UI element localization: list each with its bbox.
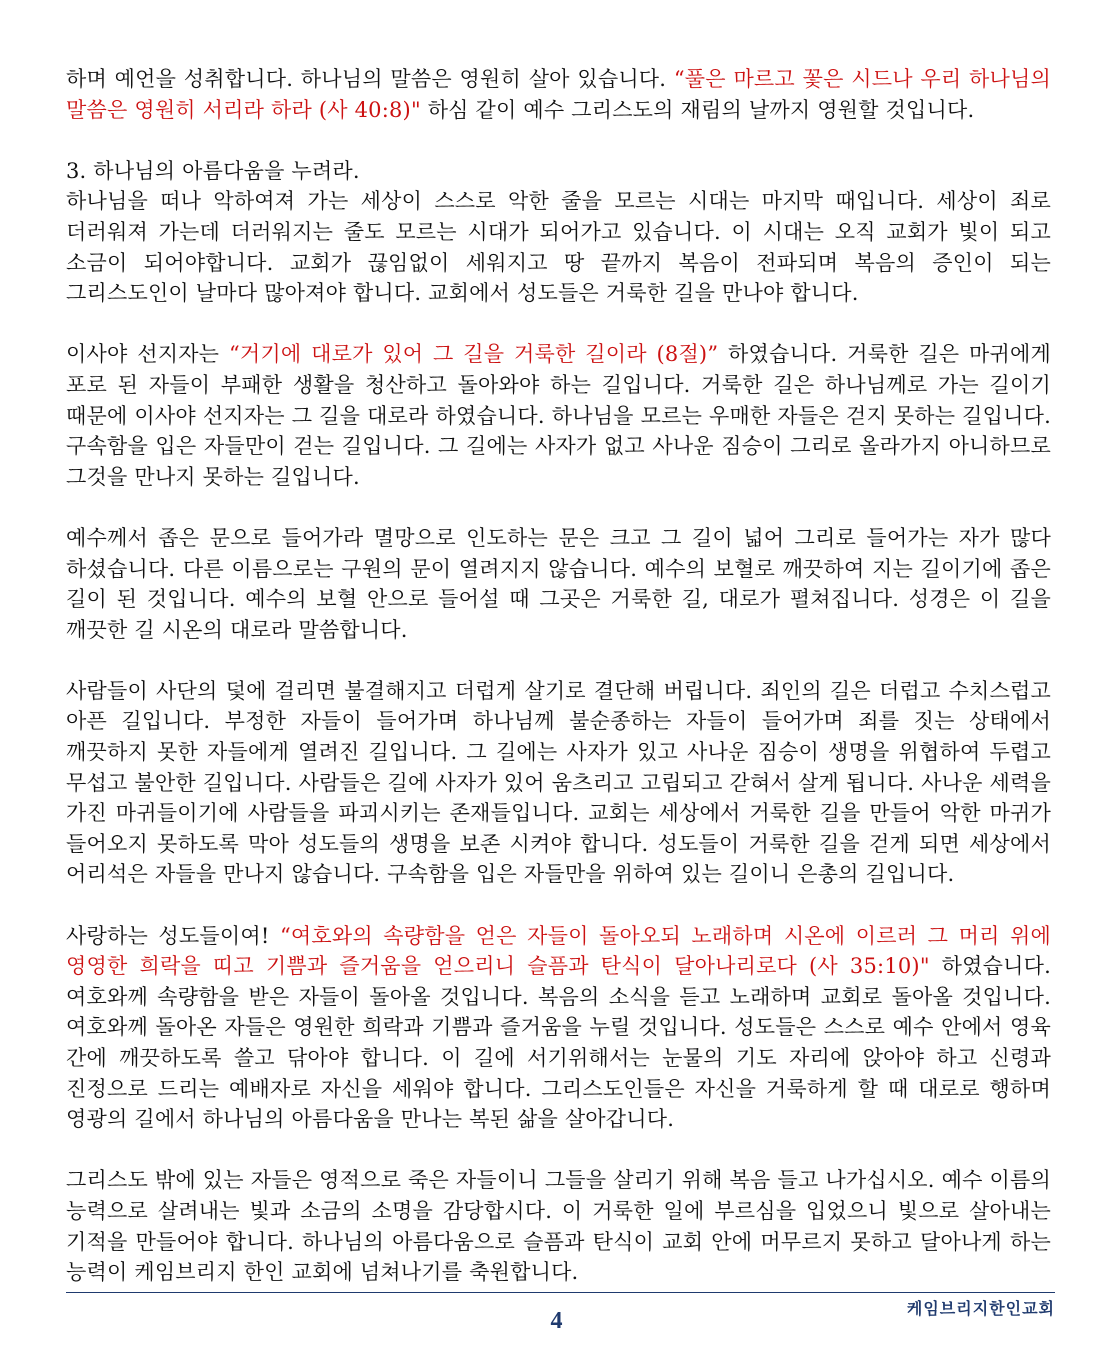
paragraph-text: 하나님을 떠나 악하여져 가는 세상이 스스로 악한 줄을 모르는 시대는 마지막 때입니다. 세상이 죄로 더러워져 가는데 더러워지는 줄도 모르는 시대가 되어가고 있습니다. 이 시대는 오직 교회가 빛이 되고 소금이 되어야합니다. 교회가 끊임없이 세워지고 땅 끝까지 복음이 전파되며 복음의 증인이 되는 그리스도인이 날마다 많아져야 합니다. 교회에서 성도들은 거룩한 길을 만나야 합니다. xyxy=(66,189,1051,306)
paragraph-text: 그리스도 밖에 있는 자들은 영적으로 죽은 자들이니 그들을 살리기 위해 복음 들고 나가십시오. 예수 이름의 능력으로 살려내는 빛과 소금의 소명을 감당합시다. 이 거룩한 일에 부르심을 입었으니 빛으로 살아내는 기적을 만들어야 합니다. 하나님의 아름다움으로 슬픔과 탄식이 교회 안에 머무르지 못하고 달아나게 하는 능력이 케임브리지 한인 교회에 넘쳐나기를 축원합니다. xyxy=(66,1168,1051,1285)
sermon-body xyxy=(66,64,1051,1288)
paragraph-text: 이사야 선지자는 xyxy=(66,342,229,367)
page-number: 4 xyxy=(550,1308,563,1334)
scripture-quote-isaiah-40-8: “풀은 마르고 꽃은 시드나 우리 하나님의 말씀은 영원히 서리라 하라 (사 40:8)" xyxy=(66,67,1051,122)
paragraph-text: 예수께서 좁은 문으로 들어가라 멸망으로 인도하는 문은 크고 그 길이 넓어 그리로 들어가는 자가 많다 하셨습니다. 다른 이름으로는 구원의 문이 열려지지 않습니다. 예수의 보혈로 깨끗하여 지는 길이기에 좁은 길이 된 것입니다. 예수의 보혈 안으로 들어설 때 그곳은 거룩한 길, 대로가 펼쳐집니다. 성경은 이 길을 깨끗한 길 시온의 대로라 말씀합니다. xyxy=(66,525,1051,642)
paragraph-text: 하였습니다. 거룩한 길은 마귀에게 포로 된 자들이 부패한 생활을 청산하고 돌아와야 하는 길입니다. 거룩한 길은 하나님께로 가는 길이기 때문에 이사야 선지자는 그 길을 대로라 하였습니다. 하나님을 모르는 우매한 자들은 걷지 못하는 길입니다. 구속함을 입은 자들만이 걷는 길입니다. 그 길에는 사자가 없고 사나운 짐승이 그리로 올라가지 아니하므로 그것을 만나지 못하는 길입니다. xyxy=(66,342,1052,489)
paragraph-closing-prophecy xyxy=(66,64,1051,125)
paragraph-benediction xyxy=(66,1165,1051,1287)
heading-text: 3. 하나님의 아름다움을 누려라. xyxy=(66,158,360,183)
paragraph-text: 하심 같이 예수 그리스도의 재림의 날까지 영원할 것입니다. xyxy=(420,97,975,122)
paragraph-ransomed xyxy=(66,921,1051,1135)
footer-divider xyxy=(66,1292,1055,1293)
paragraph-narrow-gate xyxy=(66,523,1051,645)
paragraph-text: 하였습니다. 여호와께 속량함을 받은 자들이 돌아올 것입니다. 복음의 소식을 듣고 노래하며 교회로 돌아올 것입니다. 여호와께 돌아온 자들은 영원한 희락과 기쁨과 즐거움을 누릴 것입니다. 성도들은 스스로 예수 안에서 영육 간에 깨끗하도록 쓸고 닦아야 합니다. 이 길에 서기위해서는 눈물의 기도 자리에 앉아야 하고 신령과 진정으로 드리는 예배자로 자신을 세워야 합니다. 그리스도인들은 자신을 거룩하게 할 때 대로로 행하며 영광의 길에서 하나님의 아름다움을 만나는 복된 삶을 살아갑니다. xyxy=(66,954,1051,1132)
paragraph-last-days xyxy=(66,186,1051,308)
paragraph-sinners-way xyxy=(66,676,1051,890)
paragraph-text: 하며 예언을 성취합니다. 하나님의 말씀은 영원히 살아 있습니다. xyxy=(66,67,674,91)
scripture-quote-isaiah-35-10: “여호와의 속량함을 얻은 자들이 돌아오되 노래하며 시온에 이르러 그 머리 위에 영영한 희락을 띠고 기쁨과 즐거움을 얻으리니 슬픔과 탄식이 달아나리로다 (사 35:10)" xyxy=(66,923,1051,979)
paragraph-text: 사람들이 사단의 덫에 걸리면 불결해지고 더럽게 살기로 결단해 버립니다. 죄인의 길은 더럽고 수치스럽고 아픈 길입니다. 부정한 자들이 들어가며 하나님께 불순종하는 자들이 들어가며 죄를 짓는 상태에서 깨끗하지 못한 자들에게 열려진 길입니다. 그 길에는 사자가 있고 사나운 짐승이 생명을 위협하여 두렵고 무섭고 불안한 길입니다. 사람들은 길에 사자가 있어 움츠리고 고립되고 갇혀서 살게 됩니다. 사나운 세력을 가진 마귀들이기에 사람들을 파괴시키는 존재들입니다. 교회는 세상에서 거룩한 길을 만들어 악한 마귀가 들어오지 못하도록 막아 성도들의 생명을 보존 시켜야 합니다. 성도들이 거룩한 길을 걷게 되면 세상에서 어리석은 자들을 만나지 않습니다. 구속함을 입은 자들만을 위하여 있는 길이니 은총의 길입니다. xyxy=(66,678,1051,887)
paragraph-text: 사랑하는 성도들이여! xyxy=(66,923,280,948)
scripture-quote-verse-8: “거기에 대로가 있어 그 길을 거룩한 길이라 (8절)” xyxy=(228,342,719,367)
footer-church-name: 케임브리지한인교회 xyxy=(906,1299,1055,1318)
paragraph-holy-way xyxy=(66,339,1051,492)
section-heading-3 xyxy=(66,156,1051,187)
